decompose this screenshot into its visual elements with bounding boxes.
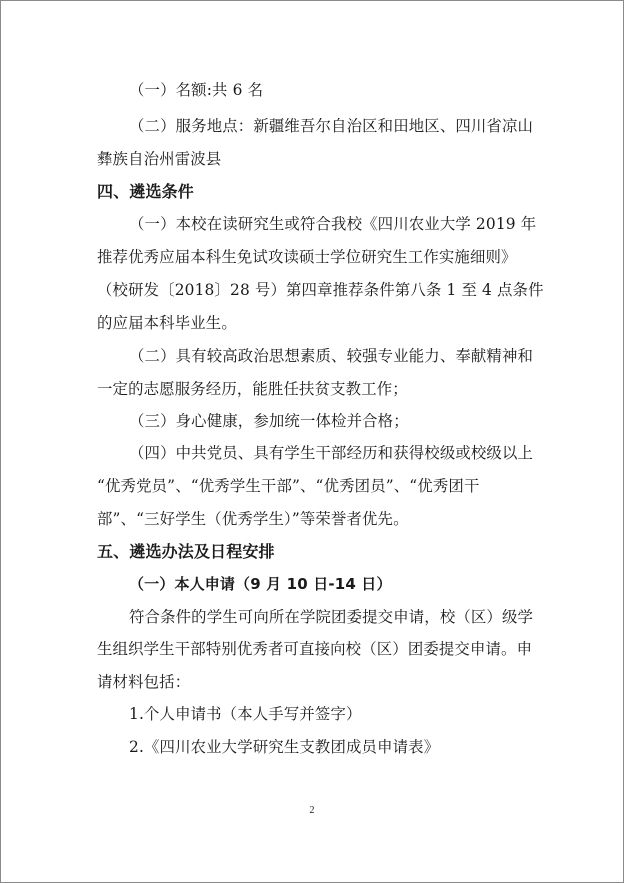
section-heading-selection-schedule: 五、遴选办法及日程安排 — [97, 542, 275, 561]
page-number: 2 — [309, 805, 315, 816]
service-location-continuation: 彝族自治州雷波县 — [97, 150, 222, 168]
section-heading-selection-criteria: 四、遴选条件 — [97, 182, 194, 201]
criteria-item-1-line-4: 的应届本科毕业生。 — [97, 314, 237, 332]
criteria-item-3: （三）身心健康，参加统一体检并合格； — [129, 412, 409, 430]
application-paragraph-line-1: 符合条件的学生可向所在学院团委提交申请，校（区）级学 — [129, 608, 534, 626]
material-item-1: 1.个人申请书（本人手写并签字） — [129, 705, 362, 723]
step-1-heading: （一）本人申请（9 月 10 日-14 日） — [129, 575, 392, 593]
criteria-item-1-line-2: 推荐优秀应届本科生免试攻读硕士学位研究生工作实施细则》 — [97, 248, 517, 266]
criteria-item-1-line-1: （一）本校在读研究生或符合我校《四川农业大学 2019 年 — [129, 215, 537, 233]
service-location-line: （二）服务地点：新疆维吾尔自治区和田地区、四川省凉山 — [129, 117, 534, 135]
criteria-item-2-line-2: 一定的志愿服务经历，能胜任扶贫支教工作； — [97, 380, 408, 398]
application-paragraph-line-3: 请材料包括： — [97, 673, 191, 691]
criteria-item-2-line-1: （二）具有较高政治思想素质、较强专业能力、奉献精神和 — [129, 347, 534, 365]
criteria-item-4-line-1: （四）中共党员、具有学生干部经历和获得校级或校级以上 — [129, 444, 534, 462]
quota-line: （一）名额:共 6 名 — [129, 81, 264, 99]
criteria-item-1-line-3: （校研发〔2018〕28 号）第四章推荐条件第八条 1 至 4 点条件 — [97, 281, 544, 299]
material-item-2: 2.《四川农业大学研究生支教团成员申请表》 — [129, 738, 440, 756]
criteria-item-4-line-2: “优秀党员”、“优秀学生干部”、“优秀团员”、“优秀团干 — [97, 477, 480, 495]
application-paragraph-line-2: 生组织学生干部特别优秀者可直接向校（区）团委提交申请。申 — [97, 640, 533, 658]
criteria-item-4-line-3: 部”、“三好学生（优秀学生）”等荣誉者优先。 — [97, 510, 409, 528]
